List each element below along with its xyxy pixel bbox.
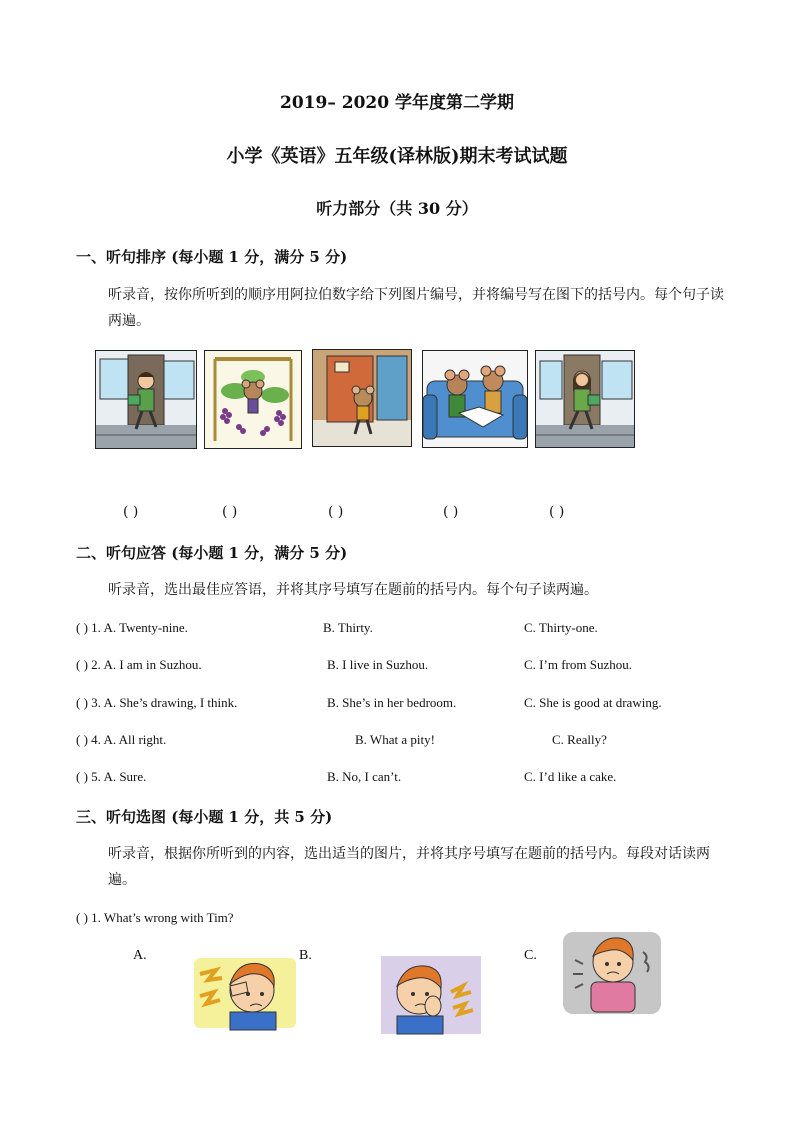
question-2-3-a: ( ) 3. A. She’s drawing, I think.: [76, 695, 238, 710]
girl-leaving-train-icon: [95, 350, 197, 449]
answer-blank-2[interactable]: ( ): [222, 504, 238, 520]
question-2-1-b: B. Thirty.: [323, 620, 373, 635]
question-2-4-a: ( ) 4. A. All right.: [76, 732, 167, 747]
question-2-5-a: ( ) 5. A. Sure.: [76, 769, 147, 784]
question-2-3-b: B. She’s in her bedroom.: [327, 695, 457, 710]
question-2-4-c: C. Really?: [552, 732, 607, 747]
section2-instruction: 听录音，选出最佳应答语，并将其序号填写在题前的括号内。每个句子读两遍。: [108, 582, 598, 598]
exam-title: 小学《英语》五年级(译林版)期末考试试题: [226, 146, 568, 167]
question-2-1-c: C. Thirty-one.: [524, 620, 598, 635]
section3-instruction: 听录音，根据你所听到的内容，选出适当的图片，并将其序号填写在题前的括号内。每段对话读两遍。: [108, 846, 710, 888]
toothache-boy-icon: [381, 952, 481, 1036]
section3-heading: 三、听句选图 (每小题 1 分，共 5 分): [76, 808, 333, 826]
section1-heading: 一、听句排序 (每小题 1 分，满分 5 分): [76, 248, 348, 266]
answer-blank-3[interactable]: ( ): [328, 504, 344, 520]
question-2-2-b: B. I live in Suzhou.: [327, 657, 429, 672]
year-title: 2019– 2020 学年度第二学期: [280, 93, 514, 113]
option-a-label: A.: [133, 948, 147, 963]
mouse-at-door-icon: [312, 349, 412, 447]
option-c-label: C.: [524, 948, 537, 963]
part-title: 听力部分（共 30 分）: [316, 199, 478, 218]
question-2-1-a: ( ) 1. A. Twenty-nine.: [76, 620, 188, 635]
answer-blank-5[interactable]: ( ): [549, 504, 565, 520]
question-2-5-b: B. No, I can’t.: [327, 769, 402, 784]
question-2-2-a: ( ) 2. A. I am in Suzhou.: [76, 657, 202, 672]
headache-boy-icon: [194, 952, 296, 1032]
mice-reading-sofa-icon: [422, 350, 528, 448]
question-2-2-c: C. I’m from Suzhou.: [524, 657, 632, 672]
question-2-4-b: B. What a pity!: [355, 732, 435, 747]
question-2-3-c: C. She is good at drawing.: [524, 695, 662, 710]
section2-heading: 二、听句应答 (每小题 1 分，满分 5 分): [76, 544, 348, 562]
answer-blank-1[interactable]: ( ): [123, 504, 139, 520]
answer-blank-4[interactable]: ( ): [443, 504, 459, 520]
girl-boarding-train-icon: [535, 350, 635, 448]
question-3-1: ( ) 1. What’s wrong with Tim?: [76, 910, 234, 925]
cold-boy-icon: [563, 930, 661, 1016]
question-2-5-c: C. I’d like a cake.: [524, 769, 617, 784]
mouse-grapes-icon: [204, 350, 302, 449]
option-b-label: B.: [299, 948, 312, 963]
section1-instruction: 听录音，按你所听到的顺序用阿拉伯数字给下列图片编号，并将编号写在图下的括号内。每个句子读两遍。: [108, 287, 724, 329]
